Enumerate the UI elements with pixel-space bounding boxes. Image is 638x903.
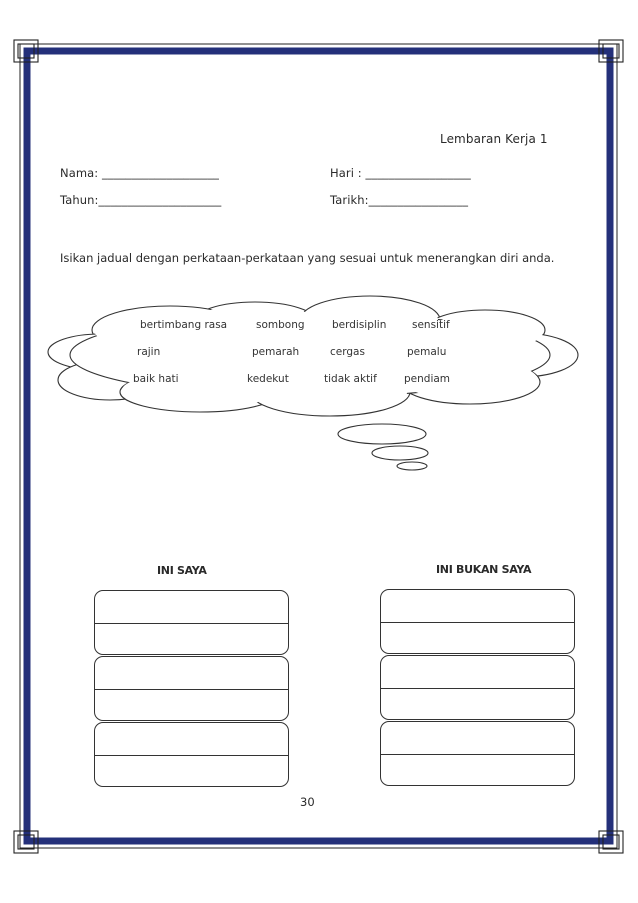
cloud-word: pemarah xyxy=(252,346,300,358)
cloud-word: baik hati xyxy=(133,373,179,385)
cloud-word: rajin xyxy=(137,346,161,358)
year-field: Tahun:_____________________ xyxy=(60,193,222,207)
thought-bubbles xyxy=(338,424,428,470)
cloud-word: pemalu xyxy=(407,346,447,358)
cloud-word: bertimbang rasa xyxy=(140,319,228,331)
cloud-word: sensitif xyxy=(412,319,450,331)
name-field: Nama: ____________________ xyxy=(60,166,220,180)
column-title-ini-saya: INI SAYA xyxy=(157,564,207,577)
answer-box-right-1[interactable] xyxy=(380,589,575,654)
column-title-ini-bukan-saya: INI BUKAN SAYA xyxy=(436,563,532,576)
cloud-word: berdisiplin xyxy=(332,319,387,331)
page-number: 30 xyxy=(300,795,315,809)
date-field: Tarikh:_________________ xyxy=(330,193,469,207)
cloud-word: sombong xyxy=(256,319,305,331)
answer-box-left-1[interactable] xyxy=(94,590,289,655)
answer-box-right-2[interactable] xyxy=(380,655,575,720)
instruction-text: Isikan jadual dengan perkataan-perkataan yang sesuai untuk menerangkan diri anda. xyxy=(60,251,555,265)
cloud-word: cergas xyxy=(330,346,365,358)
answer-box-left-3[interactable] xyxy=(94,722,289,787)
day-field: Hari : __________________ xyxy=(330,166,471,180)
worksheet-title: Lembaran Kerja 1 xyxy=(440,132,548,146)
cloud-word: kedekut xyxy=(247,373,289,385)
answer-box-left-2[interactable] xyxy=(94,656,289,721)
cloud-word: tidak aktif xyxy=(324,373,377,385)
cloud-word: pendiam xyxy=(404,373,451,385)
answer-box-right-3[interactable] xyxy=(380,721,575,786)
